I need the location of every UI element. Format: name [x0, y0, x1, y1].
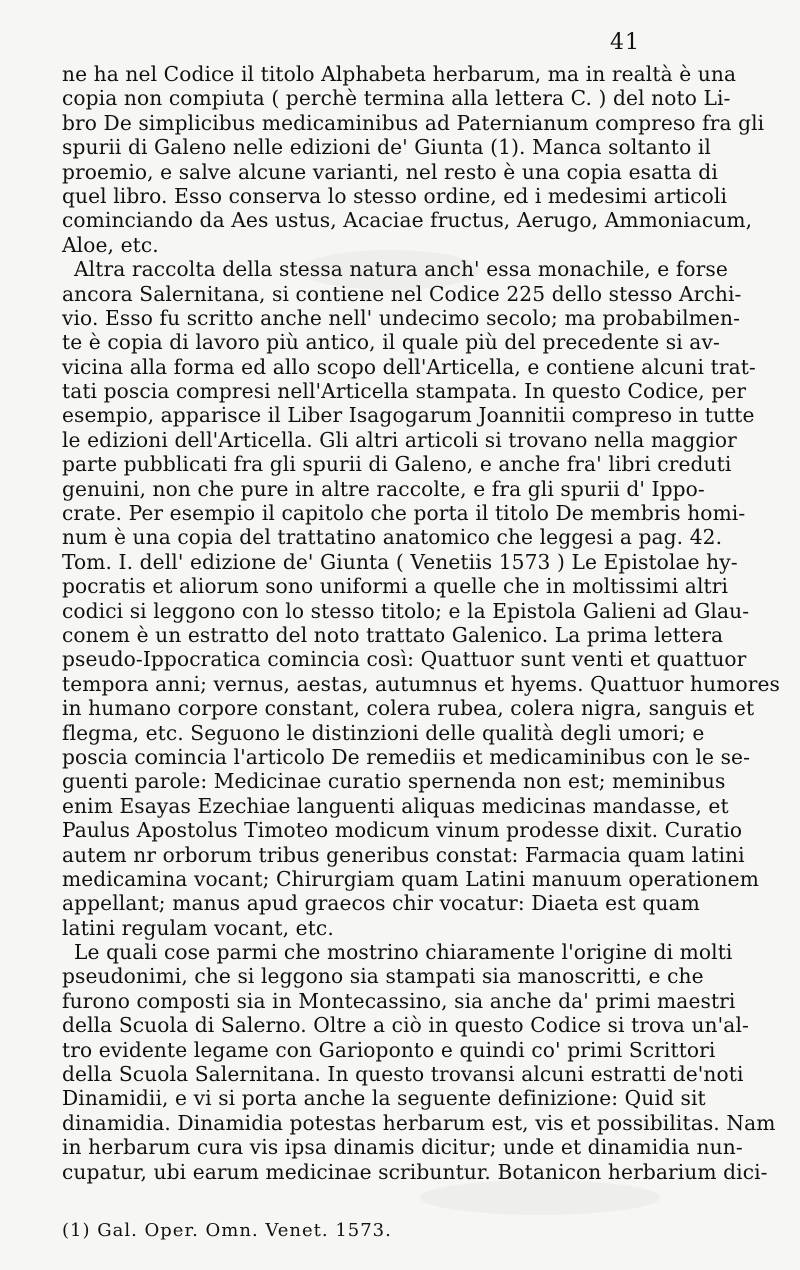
text-line: spurii di Galeno nelle edizioni de' Giunta (1). Manca soltanto il [62, 135, 711, 160]
text-line: parte pubblicati fra gli spurii di Galeno, e anche fra' libri creduti [62, 452, 732, 477]
text-line: dinamidia. Dinamidia potestas herbarum est, vis et possibilitas. Nam [62, 1110, 776, 1135]
text-line: esempio, apparisce il Liber Isagogarum Joannitii compreso in tutte [62, 403, 755, 428]
text-line: proemio, e salve alcune varianti, nel resto è una copia esatta di [62, 159, 718, 184]
text-line: flegma, etc. Seguono le distinzioni delle qualità degli umori; e [62, 720, 705, 745]
text-line: conem è un estratto del noto trattato Galenico. La prima lettera [62, 622, 724, 647]
text-line: ne ha nel Codice il titolo Alphabeta herbarum, ma in realtà è una [62, 62, 737, 86]
text-line: autem nr orborum tribus generibus constat: Farmacia quam latini [62, 842, 745, 867]
text-line: furono composti sia in Montecassino, sia anche da' primi maestri [62, 988, 736, 1013]
text-line: enim Esayas Ezechiae languenti aliquas medicinas mandasse, et [62, 793, 729, 818]
text-line: pocratis et aliorum sono uniformi a quelle che in moltissimi altri [62, 574, 729, 599]
text-line: della Scuola Salernitana. In questo trovansi alcuni estratti de'noti [62, 1062, 744, 1087]
text-line: in humano corpore constant, colera rubea, colera nigra, sanguis et [62, 696, 755, 721]
body-text [62, 62, 781, 1184]
text-line: appellant; manus apud graecos chir vocatur: Diaeta est quam [62, 891, 700, 916]
text-line: medicamina vocant; Chirurgiam quam Latini manuum operationem [62, 866, 759, 891]
paper-stain [420, 1180, 660, 1215]
text-line: tati poscia compresi nell'Articella stampata. In questo Codice, per [62, 379, 747, 404]
text-line: quel libro. Esso conserva lo stesso ordine, ed i medesimi articoli [62, 183, 728, 208]
text-line: copia non compiuta ( perchè termina alla lettera C. ) del noto Li- [62, 86, 731, 111]
footnote: (1) Gal. Oper. Omn. Venet. 1573. [62, 1220, 392, 1241]
text-line: Paulus Apostolus Timoteo modicum vinum prodesse dixit. Curatio [62, 818, 743, 843]
text-line: vicina alla forma ed allo scopo dell'Articella, e contiene alcuni trat- [62, 354, 756, 379]
text-line: pseudo-Ippocratica comincia così: Quattuor sunt venti et quattuor [62, 647, 747, 672]
text-line: crate. Per esempio il capitolo che porta il titolo De membris homi- [62, 501, 746, 526]
text-line: genuini, non che pure in altre raccolte, e fra gli spurii d' Ippo- [62, 476, 705, 501]
text-line: Le quali cose parmi che mostrino chiaramente l'origine di molti [74, 940, 733, 965]
text-line: vio. Esso fu scritto anche nell' undecimo secolo; ma probabilmen- [62, 305, 740, 330]
text-line: ancora Salernitana, si contiene nel Codice 225 dello stesso Archi- [62, 281, 742, 306]
text-line: in herbarum cura vis ipsa dinamis dicitur; unde et dinamidia nun- [62, 1135, 743, 1160]
text-line: cupatur, ubi earum medicinae scribuntur. Botanicon herbarium dici- [62, 1159, 768, 1184]
text-line: Dinamidii, e vi si porta anche la seguente definizione: Quid sit [62, 1086, 706, 1111]
text-line: Altra raccolta della stessa natura anch' essa monachile, e forse [74, 257, 728, 282]
text-line: poscia comincia l'articolo De remediis et medicaminibus con le se- [62, 744, 750, 769]
text-line: Tom. I. dell' edizione de' Giunta ( Venetiis 1573 ) Le Epistolae hy- [62, 549, 738, 574]
text-line: latini regulam vocant, etc. [62, 915, 334, 940]
page-number: 41 [610, 30, 640, 55]
text-line: te è copia di lavoro più antico, il quale più del precedente si av- [62, 330, 720, 355]
text-line: Aloe, etc. [62, 232, 159, 257]
text-line: tro evidente legame con Garioponto e quindi co' primi Scrittori [62, 1037, 716, 1062]
text-line: tempora anni; vernus, aestas, autumnus et hyems. Quattuor humores [62, 671, 781, 696]
text-line: cominciando da Aes ustus, Acaciae fructus, Aerugo, Ammoniacum, [62, 208, 753, 233]
text-line: della Scuola di Salerno. Oltre a ciò in questo Codice si trova un'al- [62, 1013, 749, 1038]
text-line: le edizioni dell'Articella. Gli altri articoli si trovano nella maggior [62, 427, 737, 452]
text-line: guenti parole: Medicinae curatio spernenda non est; meminibus [62, 769, 726, 794]
text-line: bro De simplicibus medicaminibus ad Paternianum compreso fra gli [62, 110, 765, 135]
text-line: pseudonimi, che si leggono sia stampati sia manoscritti, e che [62, 964, 704, 989]
text-line: codici si leggono con lo stesso titolo; e la Epistola Galieni ad Glau- [62, 598, 750, 623]
text-line: num è una copia del trattatino anatomico che leggesi a pag. 42. [62, 525, 723, 550]
